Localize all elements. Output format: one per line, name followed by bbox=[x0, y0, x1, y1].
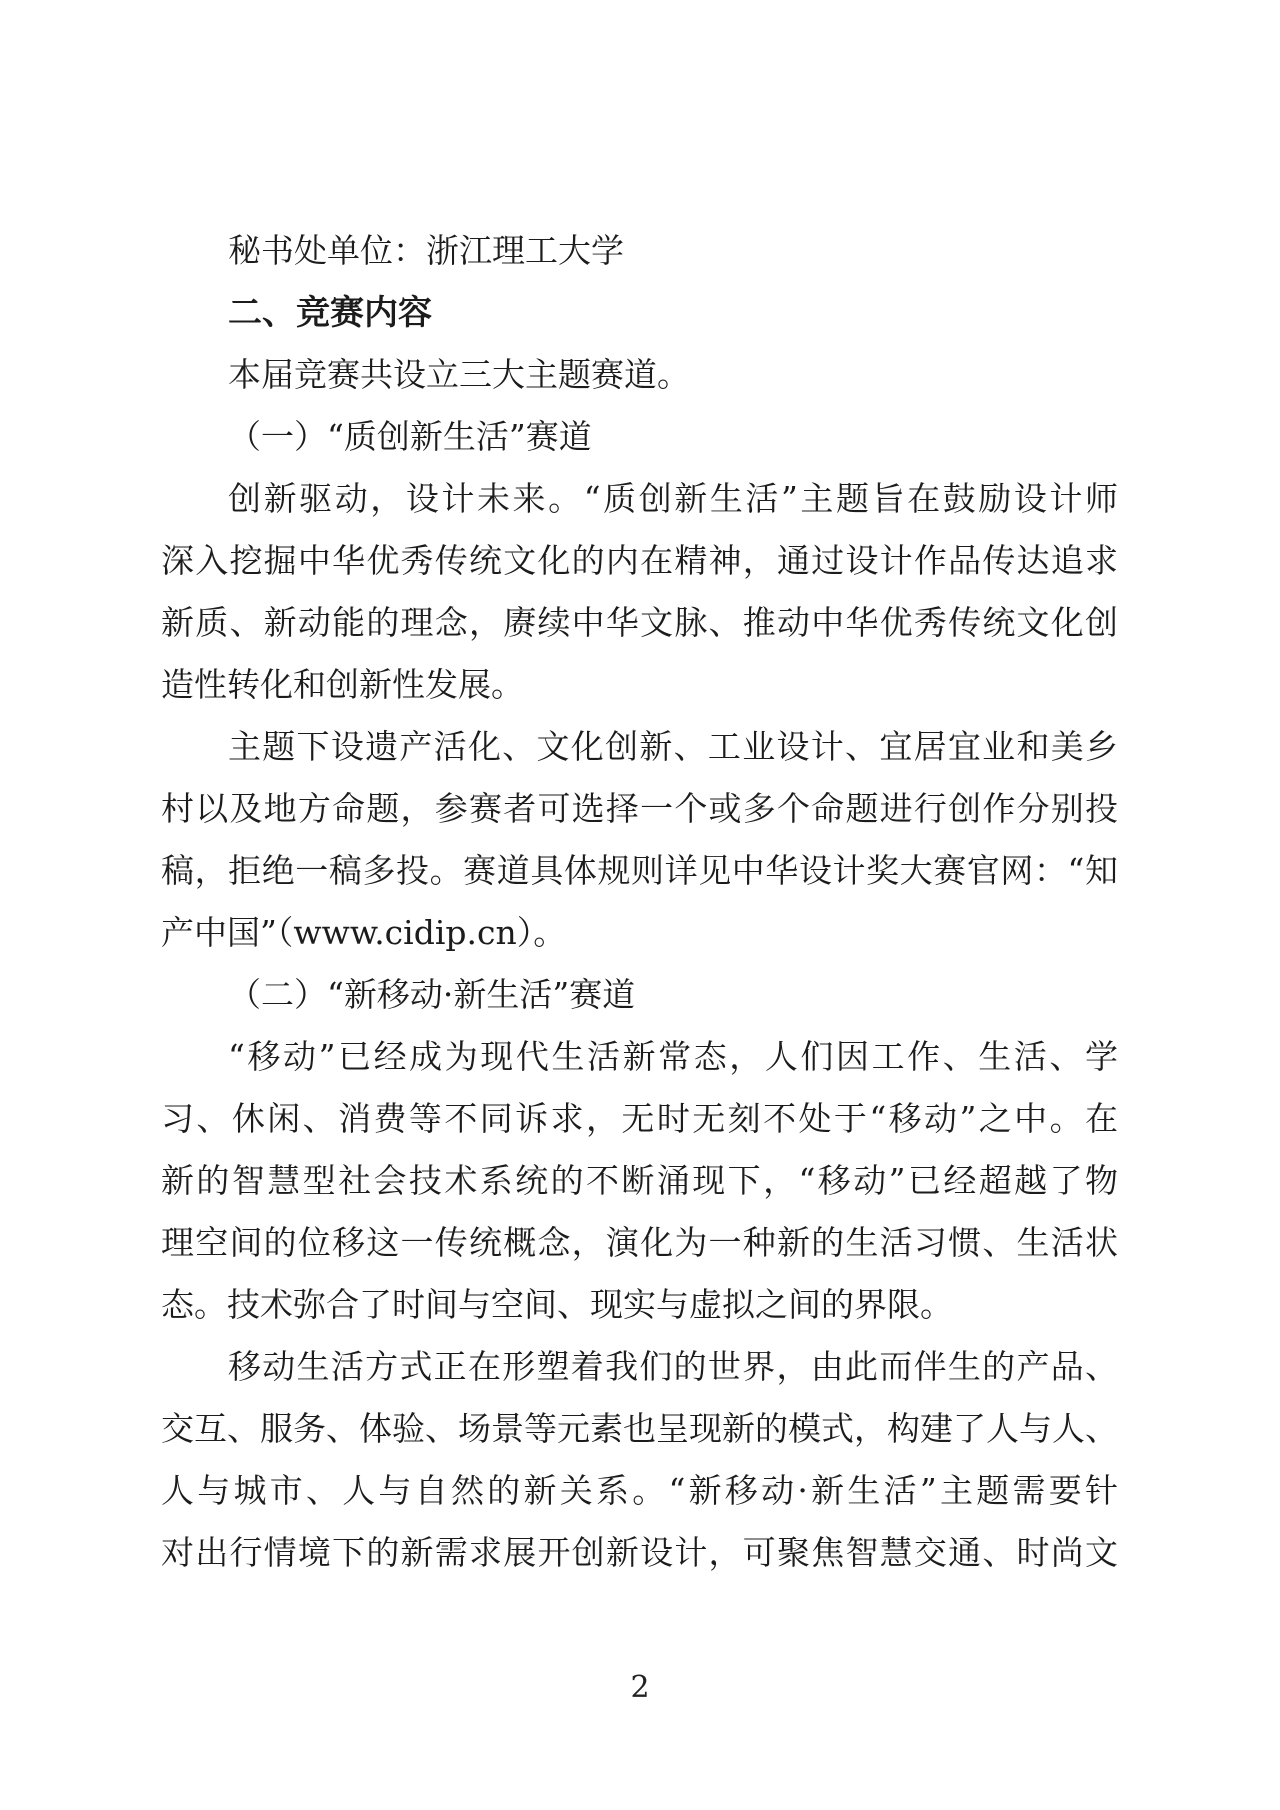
text-line: 本届竞赛共设立三大主题赛道。 bbox=[228, 355, 690, 394]
text-line: 理空间的位移这一传统概念，演化为一种新的生活习惯、生活状 bbox=[161, 1223, 1118, 1262]
subsection-heading: （二）“新移动·新生活”赛道 bbox=[228, 975, 636, 1014]
text-line: 态。技术弥合了时间与空间、现实与虚拟之间的界限。 bbox=[161, 1285, 953, 1324]
text-line: 深入挖掘中华优秀传统文化的内在精神，通过设计作品传达追求 bbox=[161, 541, 1118, 580]
text-line: 对出行情境下的新需求展开创新设计，可聚焦智慧交通、时尚文 bbox=[161, 1533, 1118, 1572]
text-line: 习、休闲、消费等不同诉求，无时无刻不处于“移动”之中。在 bbox=[161, 1099, 1118, 1138]
section-heading: 二、竞赛内容 bbox=[228, 293, 432, 333]
text-line: 移动生活方式正在形塑着我们的世界，由此而伴生的产品、 bbox=[228, 1347, 1118, 1386]
text-line: 创新驱动，设计未来。“质创新生活”主题旨在鼓励设计师 bbox=[228, 479, 1118, 518]
text-line: 交互、服务、体验、场景等元素也呈现新的模式，构建了人与人、 bbox=[161, 1409, 1118, 1448]
page-number: 2 bbox=[630, 1670, 650, 1705]
text-line: 造性转化和创新性发展。 bbox=[161, 665, 524, 704]
text-line: 秘书处单位：浙江理工大学 bbox=[228, 231, 624, 270]
text-line: 新的智慧型社会技术系统的不断涌现下，“移动”已经超越了物 bbox=[161, 1161, 1118, 1200]
text-line: 产中国”（www.cidip.cn）。 bbox=[161, 913, 567, 952]
text-line: 新质、新动能的理念，赓续中华文脉、推动中华优秀传统文化创 bbox=[161, 603, 1118, 642]
text-line: “移动”已经成为现代生活新常态，人们因工作、生活、学 bbox=[228, 1037, 1118, 1076]
subsection-heading: （一）“质创新生活”赛道 bbox=[228, 417, 592, 456]
document-body bbox=[161, 220, 1118, 1584]
text-line: 人与城市、人与自然的新关系。“新移动·新生活”主题需要针 bbox=[161, 1471, 1118, 1510]
text-line: 主题下设遗产活化、文化创新、工业设计、宜居宜业和美乡 bbox=[228, 727, 1118, 766]
text-line: 稿，拒绝一稿多投。赛道具体规则详见中华设计奖大赛官网：“知 bbox=[161, 851, 1118, 890]
text-line: 村以及地方命题，参赛者可选择一个或多个命题进行创作分别投 bbox=[161, 789, 1118, 828]
